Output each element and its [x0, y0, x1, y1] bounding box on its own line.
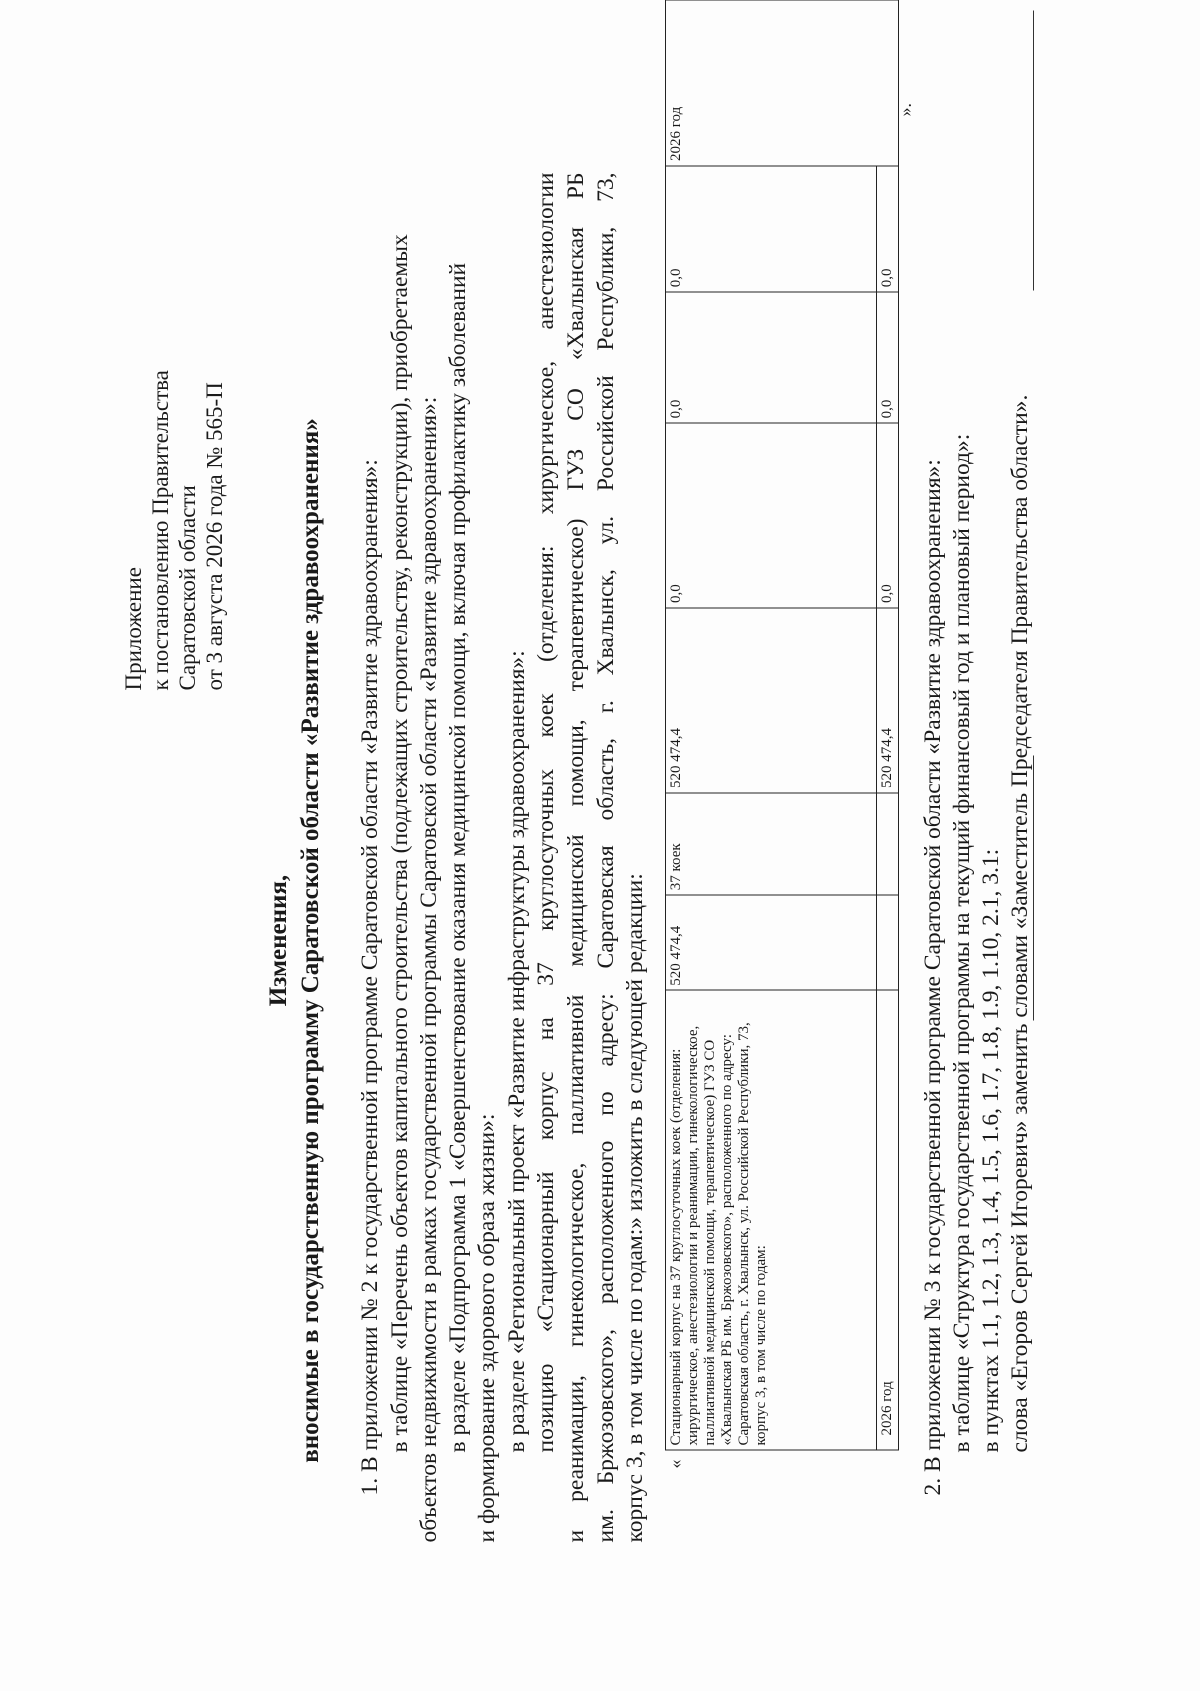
item1-line8: и реанимации, гинекологическое, паллиативной медицинской помощи, терапевтическое) ГУЗ СО «Хвалынская РБ [563, 172, 589, 1543]
amount-cell: 0,0 [877, 292, 899, 423]
item1-line10: корпус 3, в том числе по годам:» изложить в следующей редакции: [622, 873, 648, 1543]
amount-cell: 0,0 [666, 423, 877, 608]
amount-cell: 520 474,4 [666, 608, 877, 793]
amount-cell: 0,0 [666, 166, 877, 292]
amount-cell: 520 474,4 [877, 608, 899, 793]
year-row-label: 2026 год [877, 990, 899, 1450]
item1-line3: объектов недвижимости в рамках государственной программы Саратовской области «Развитие здравоохранения»: [416, 396, 442, 1543]
amount-cell: 0,0 [877, 166, 899, 292]
item1-line4: в разделе «Подпрограмма 1 «Совершенствование оказания медицинской помощи, включая профилактику заболеваний [445, 262, 471, 1453]
item2-line2: в таблице «Структура государственной программы на текущий финансовый год и плановый период»: [949, 433, 975, 1453]
table-row [877, 0, 899, 1450]
capacity-cell: 37 коек [666, 793, 877, 895]
separator-line [1033, 11, 1034, 291]
total-cost-cell: 520 474,4 [666, 895, 877, 991]
table-row [666, 0, 877, 1450]
item1-line1: 1. В приложении № 2 к государственной программе Саратовской области «Развитие здравоохранения»: [357, 459, 383, 1496]
amount-cell: 0,0 [877, 423, 899, 608]
appendix-line-1: Приложение [121, 567, 146, 691]
appendix-line-4: от 3 августа 2026 года № 565-П [202, 382, 227, 691]
amount-cell: 0,0 [666, 292, 877, 423]
item1-line6: в разделе «Региональный проект «Развитие инфраструктуры здравоохранения»: [504, 650, 530, 1453]
item2-line3: в пунктах 1.1, 1.2, 1.3, 1.4, 1.5, 1.6, 1.7, 1.8, 1.9, 1.10, 2.1, 3.1: [978, 848, 1004, 1453]
year-cell: 2026 год [666, 0, 899, 166]
appendix-line-2: к постановлению Правительства [148, 370, 173, 691]
item1-line5: и формирование здорового образа жизни»: [474, 1113, 500, 1543]
empty-cell [877, 895, 899, 991]
empty-cell [877, 793, 899, 895]
separator-line [1033, 756, 1034, 1021]
appendix-line-3: Саратовской области [175, 485, 200, 691]
table-open-quote: « [665, 1459, 685, 1469]
document-subtitle: вносимые в государственную программу Саратовской области «Развитие здравоохранения» [297, 418, 324, 1463]
item1-line9: им. Бржозовского», расположенного по адресу: Саратовская область, г. Хвалынск, ул. Российской Республики, 73, [593, 172, 619, 1543]
object-description-cell: Стационарный корпус на 37 круглосуточных коек (отделения: хирургическое, анестезиологии и реанимации, гинекологическое, паллиативной медицинской помощи, терапевтическое) ГУЗ СО «Хвалынская РБ им. Бржозовского», расположенного по адресу: Саратовская область, г. Хвалынск, ул. Российской Республики, 73, корпус 3, в том числе по годам: [666, 990, 877, 1450]
object-table [665, 0, 899, 1451]
item1-line7: позицию «Стационарный корпус на 37 круглосуточных коек (отделения: хирургическое, анестезиологии [533, 172, 559, 1453]
appendix-block [120, 370, 228, 690]
document-title: Изменения, [265, 874, 292, 1007]
item1-line2: в таблице «Перечень объектов капитального строительства (подлежащих строительству, реконструкции), приобретаемых [387, 234, 413, 1453]
item2-line4: слова «Егоров Сергей Игоревич» заменить словами «Заместитель Председателя Правительства области». [1007, 394, 1033, 1453]
table-close-quote: ». [895, 103, 915, 117]
item2-line1: 2. В приложении № 3 к государственной программе Саратовской области «Развитие здравоохранения»: [920, 459, 946, 1496]
